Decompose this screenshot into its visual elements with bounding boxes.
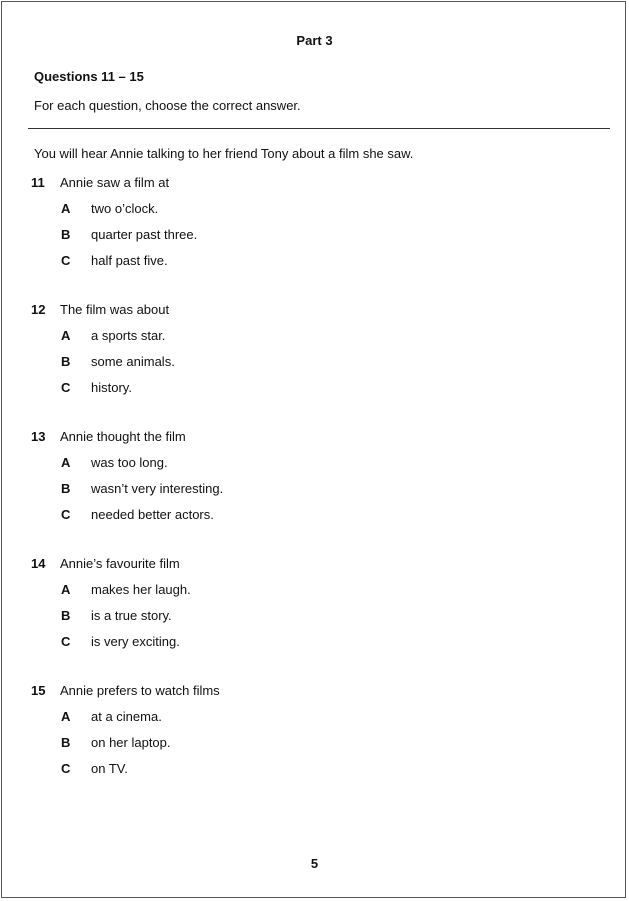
option-c[interactable]	[61, 759, 591, 785]
option-c[interactable]	[61, 251, 591, 277]
option-letter: A	[61, 455, 71, 470]
option-text: on TV.	[91, 761, 128, 776]
option-text: two o’clock.	[91, 201, 159, 216]
question-stem: The film was about	[60, 302, 170, 317]
option-b[interactable]	[61, 479, 591, 505]
option-letter: A	[61, 582, 71, 597]
option-letter: A	[61, 709, 71, 724]
question-stem-line	[31, 554, 591, 574]
option-text: needed better actors.	[91, 507, 214, 522]
divider-line	[28, 128, 610, 129]
option-text: makes her laugh.	[91, 582, 191, 597]
option-letter: A	[61, 328, 71, 343]
option-text: a sports star.	[91, 328, 166, 343]
option-text: history.	[91, 380, 132, 395]
option-c[interactable]	[61, 632, 591, 658]
option-text: is a true story.	[91, 608, 172, 623]
option-a[interactable]	[61, 453, 591, 479]
question-13	[31, 427, 591, 531]
question-number: 12	[31, 302, 46, 317]
question-number: 15	[31, 683, 46, 698]
option-text: half past five.	[91, 253, 168, 268]
option-letter: B	[61, 227, 71, 242]
listening-intro: You will hear Annie talking to her friend Tony about a film she saw.	[34, 146, 414, 161]
option-letter: B	[61, 481, 71, 496]
option-letter: B	[61, 735, 71, 750]
option-letter: C	[61, 634, 71, 649]
question-number: 11	[31, 175, 45, 190]
option-letter: B	[61, 354, 71, 369]
option-b[interactable]	[61, 225, 591, 251]
option-c[interactable]	[61, 505, 591, 531]
part-title: Part 3	[296, 33, 333, 48]
question-stem-line	[31, 300, 591, 320]
option-text: quarter past three.	[91, 227, 198, 242]
questions-range-heading: Questions 11 – 15	[34, 69, 144, 84]
instruction-text: For each question, choose the correct answer.	[34, 98, 301, 113]
exam-page	[1, 1, 626, 898]
question-stem-line	[31, 173, 591, 193]
option-a[interactable]	[61, 326, 591, 352]
question-stem: Annie’s favourite film	[60, 556, 180, 571]
page-number: 5	[310, 856, 319, 871]
option-text: at a cinema.	[91, 709, 162, 724]
question-stem: Annie prefers to watch films	[60, 683, 220, 698]
question-number: 14	[31, 556, 46, 571]
question-15	[31, 681, 591, 785]
question-11	[31, 173, 591, 277]
option-a[interactable]	[61, 580, 591, 606]
option-letter: C	[61, 380, 71, 395]
question-number: 13	[31, 429, 46, 444]
option-a[interactable]	[61, 199, 591, 225]
option-letter: B	[61, 608, 71, 623]
option-c[interactable]	[61, 378, 591, 404]
option-text: was too long.	[91, 455, 168, 470]
option-letter: A	[61, 201, 71, 216]
question-14	[31, 554, 591, 658]
option-text: is very exciting.	[91, 634, 180, 649]
question-stem-line	[31, 681, 591, 701]
option-b[interactable]	[61, 606, 591, 632]
option-b[interactable]	[61, 733, 591, 759]
option-text: some animals.	[91, 354, 175, 369]
option-text: wasn’t very interesting.	[91, 481, 224, 496]
option-text: on her laptop.	[91, 735, 171, 750]
option-letter: C	[61, 507, 71, 522]
question-stem: Annie thought the film	[60, 429, 186, 444]
option-a[interactable]	[61, 707, 591, 733]
question-stem-line	[31, 427, 591, 447]
question-12	[31, 300, 591, 404]
option-letter: C	[61, 761, 71, 776]
question-stem: Annie saw a film at	[60, 175, 170, 190]
option-letter: C	[61, 253, 71, 268]
option-b[interactable]	[61, 352, 591, 378]
